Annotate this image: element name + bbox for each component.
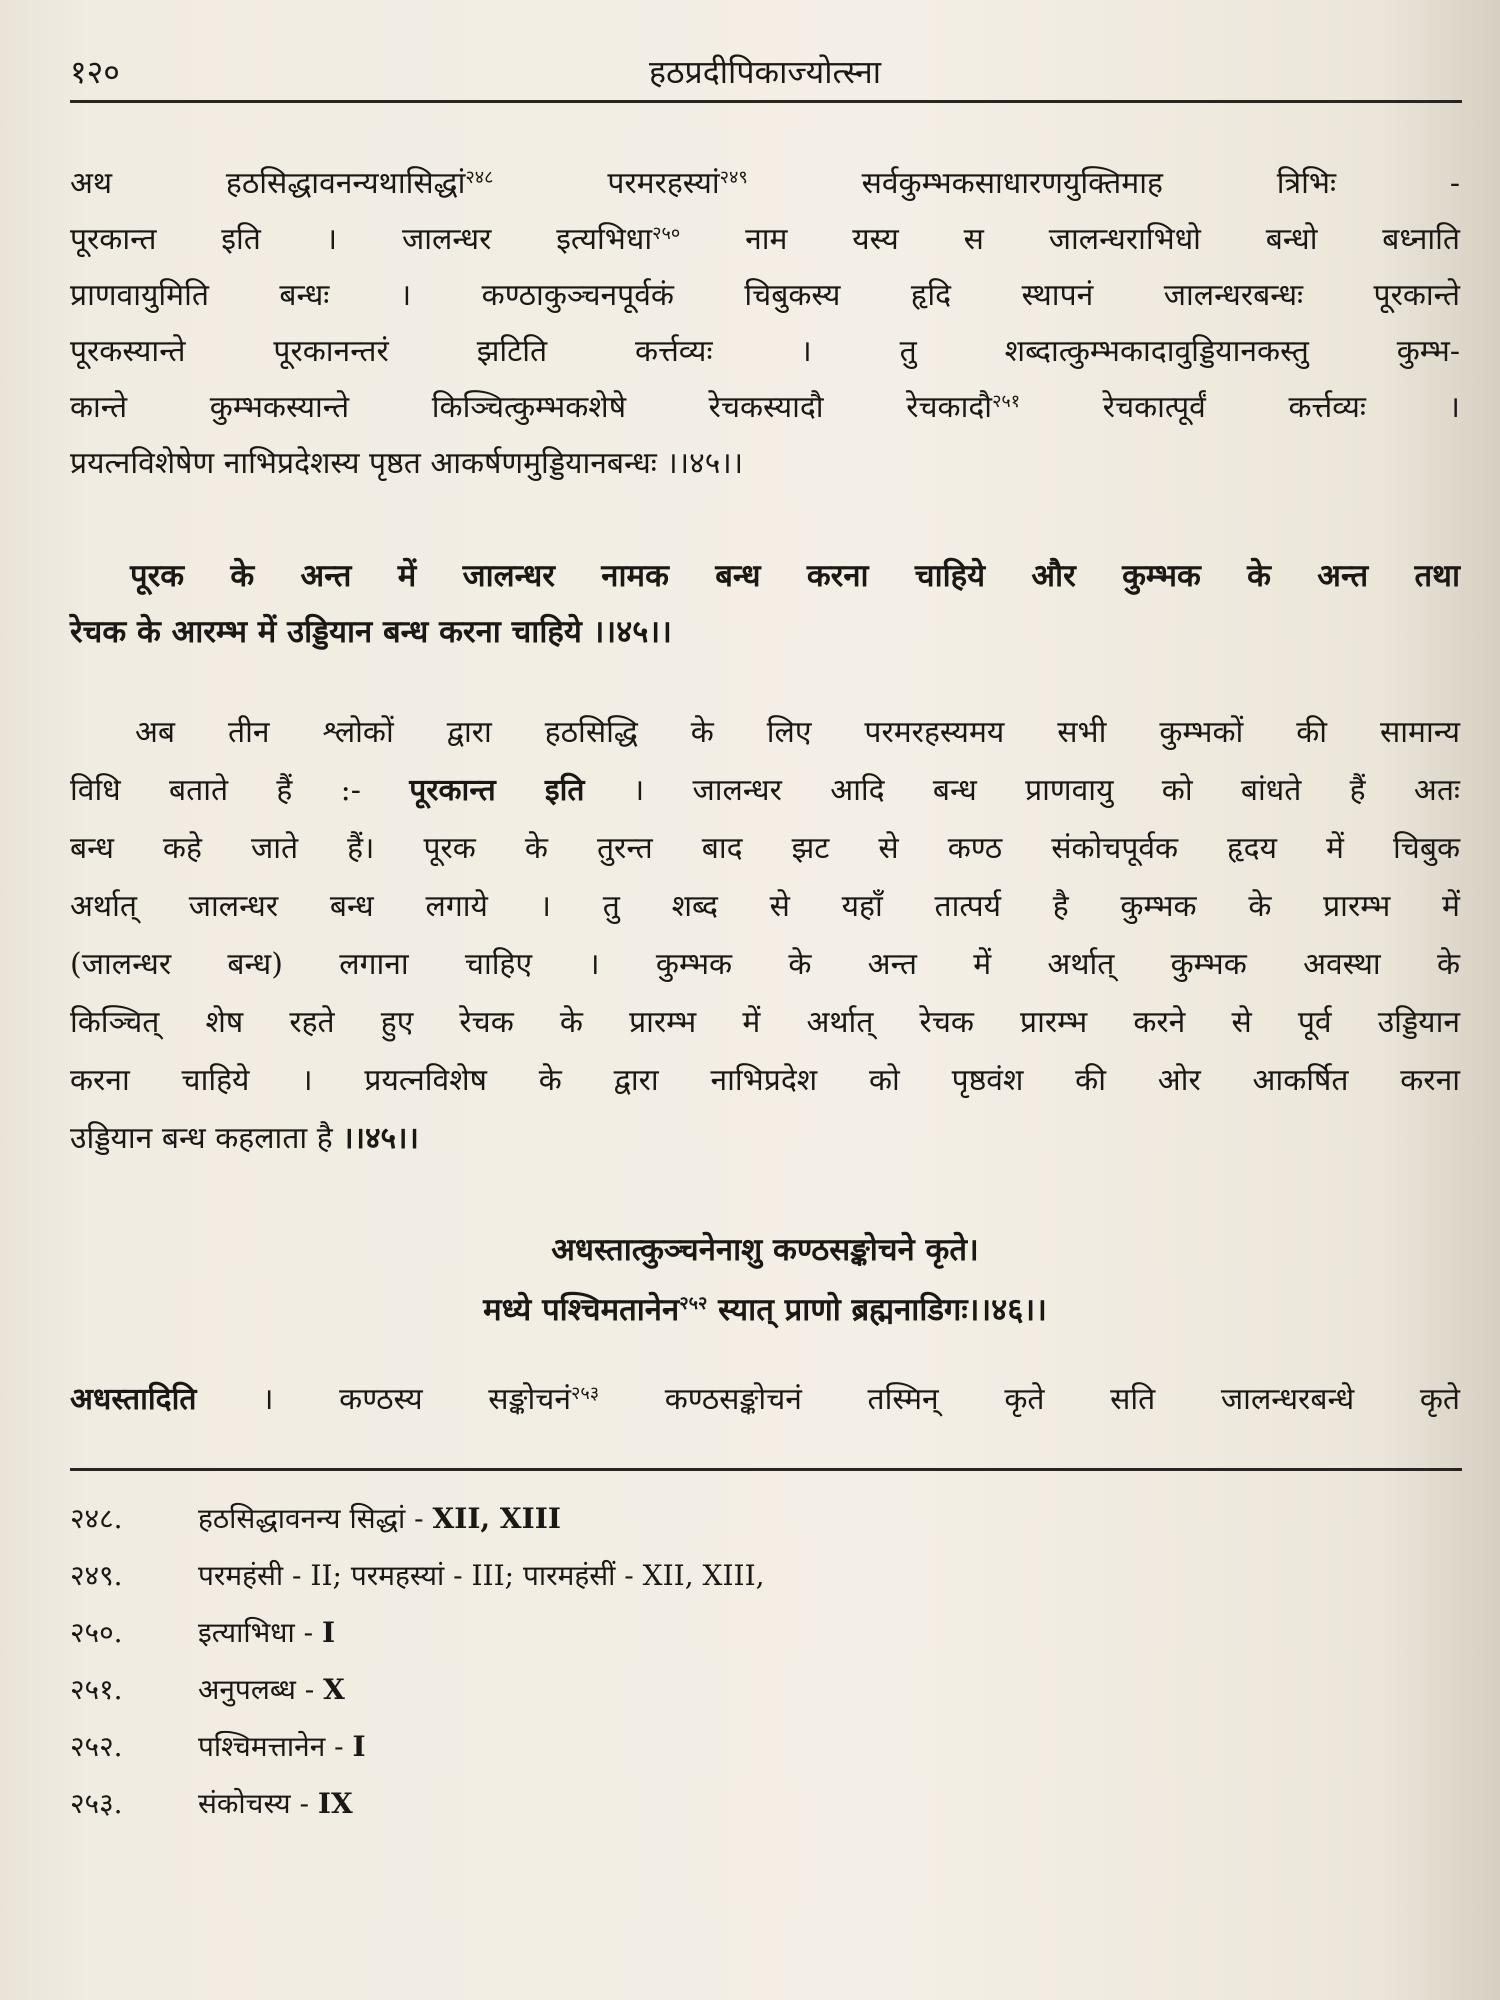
footnote-ref[interactable]: २४८ bbox=[465, 167, 494, 188]
explanation-line: अर्थात् जालन्धर बन्ध लगाये । तु शब्द से यहाँ तात्पर्य है कुम्भक के प्रारम्भ में bbox=[70, 889, 1460, 924]
footnote: २५३. संकोचस्य - IX bbox=[70, 1787, 353, 1820]
hindi-explanation bbox=[70, 704, 1460, 1168]
footnote: २५२. पश्चिमत्तानेन - I bbox=[70, 1730, 366, 1763]
translation-line: रेचक के आरम्भ में उड्डियान बन्ध करना चाहिये ।।४५।। bbox=[70, 614, 672, 650]
commentary-line: अधस्तादिति । कण्ठस्य सङ्कोचनं$^{२५३}$ कण्ठसङ्कोचनं तस्मिन् कृते सति जालन्धरबन्धे कृते bbox=[70, 1382, 1460, 1417]
footnote-ref[interactable]: २५१ bbox=[992, 391, 1021, 412]
explanation-line: अब तीन श्लोकों द्वारा हठसिद्धि के लिए परमरहस्यमय सभी कुम्भकों की सामान्य bbox=[135, 715, 1460, 750]
commentary-line: प्राणवायुमिति बन्धः । कण्ठाकुञ्चनपूर्वकं चिबुकस्य हृदि स्थापनं जालन्धरबन्धः पूरकान्ते bbox=[70, 278, 1460, 313]
footnote-ref[interactable]: २५० bbox=[652, 223, 681, 244]
footnote-rule bbox=[70, 1468, 1462, 1471]
explanation-line: करना चाहिये । प्रयत्नविशेष के द्वारा नाभिप्रदेश को पृष्ठवंश की ओर आकर्षित करना bbox=[70, 1063, 1460, 1098]
verse-line: मध्ये पश्चिमतानेन$^{२५२}$ स्यात् प्राणो ब्रह्मनाडिगः।।४६।। bbox=[483, 1292, 1047, 1328]
page-header bbox=[70, 50, 1460, 100]
footnote-ref[interactable]: २५३ bbox=[571, 1383, 600, 1404]
footnote: २४८. हठसिद्धावनन्य सिद्धां - XII, XIII bbox=[70, 1502, 561, 1535]
footnote: २५१. अनुपलब्ध - X bbox=[70, 1673, 345, 1706]
term-bold: पूरकान्त इति bbox=[409, 773, 585, 808]
footnote: २५०. इत्याभिधा - I bbox=[70, 1616, 336, 1649]
commentary-line: प्रयत्नविशेषेण नाभिप्रदेशस्य पृष्ठत आकर्षणमुड्डियानबन्धः ।।४५।। bbox=[70, 446, 744, 481]
explanation-line: (जालन्धर बन्ध) लगाना चाहिए । कुम्भक के अन्त में अर्थात् कुम्भक अवस्था के bbox=[70, 947, 1460, 982]
commentary-line: अथ हठसिद्धावनन्यथासिद्धां$^{२४८}$ परमरहस्यां$^{२४९}$ सर्वकुम्भकसाधारणयुक्तिमाह त्रिभिः - bbox=[70, 166, 1460, 201]
explanation-line: उड्डियान बन्ध कहलाता है ।।४५।। bbox=[70, 1121, 419, 1156]
explanation-line: किञ्चित् शेष रहते हुए रेचक के प्रारम्भ में अर्थात् रेचक प्रारम्भ करने से पूर्व उड्डियान bbox=[70, 1005, 1460, 1040]
explanation-line: विधि बताते हैं :- पूरकान्त इति । जालन्धर आदि बन्ध प्राणवायु को बांधते हैं अतः bbox=[70, 773, 1460, 808]
sanskrit-commentary bbox=[70, 156, 1460, 492]
verse-line: अधस्तात्कुञ्चनेनाशु कण्ठसङ्कोचने कृते। bbox=[551, 1232, 979, 1268]
header-rule bbox=[70, 100, 1462, 103]
verse-46 bbox=[70, 1220, 1460, 1340]
commentary-46 bbox=[70, 1372, 1460, 1428]
commentary-line: कान्ते कुम्भकस्यान्ते किञ्चित्कुम्भकशेषे रेचकस्यादौ रेचकादौ$^{२५१}$ रेचकात्पूर्वं कर्त्तव्यः । bbox=[70, 390, 1460, 425]
commentary-line: पूरकान्त इति । जालन्धर इत्यभिधा$^{२५०}$ नाम यस्य स जालन्धराभिधो बन्धो बध्नाति bbox=[70, 222, 1461, 257]
page-number: १२० bbox=[70, 53, 120, 91]
translation-line: पूरक के अन्त में जालन्धर नामक बन्ध करना चाहिये और कुम्भक के अन्त तथा bbox=[130, 558, 1460, 594]
footnote: २४९. परमहंसी - II; परमहस्यां - III; पारमहंसीं - XII, XIII, bbox=[70, 1559, 765, 1592]
commentary-line: पूरकस्यान्ते पूरकानन्तरं झटिति कर्त्तव्यः । तु शब्दात्कुम्भकादावुड्डियानकस्तु कुम्भ- bbox=[70, 334, 1460, 369]
footnotes bbox=[70, 1490, 765, 1832]
running-title: हठप्रदीपिकाज्योत्स्ना bbox=[648, 53, 882, 91]
footnote-ref[interactable]: २५२ bbox=[679, 1293, 708, 1314]
hindi-translation bbox=[70, 548, 1460, 660]
explanation-line: बन्ध कहे जाते हैं। पूरक के तुरन्त बाद झट से कण्ठ संकोचपूर्वक हृदय में चिबुक bbox=[70, 831, 1460, 866]
footnote-ref[interactable]: २४९ bbox=[719, 167, 748, 188]
